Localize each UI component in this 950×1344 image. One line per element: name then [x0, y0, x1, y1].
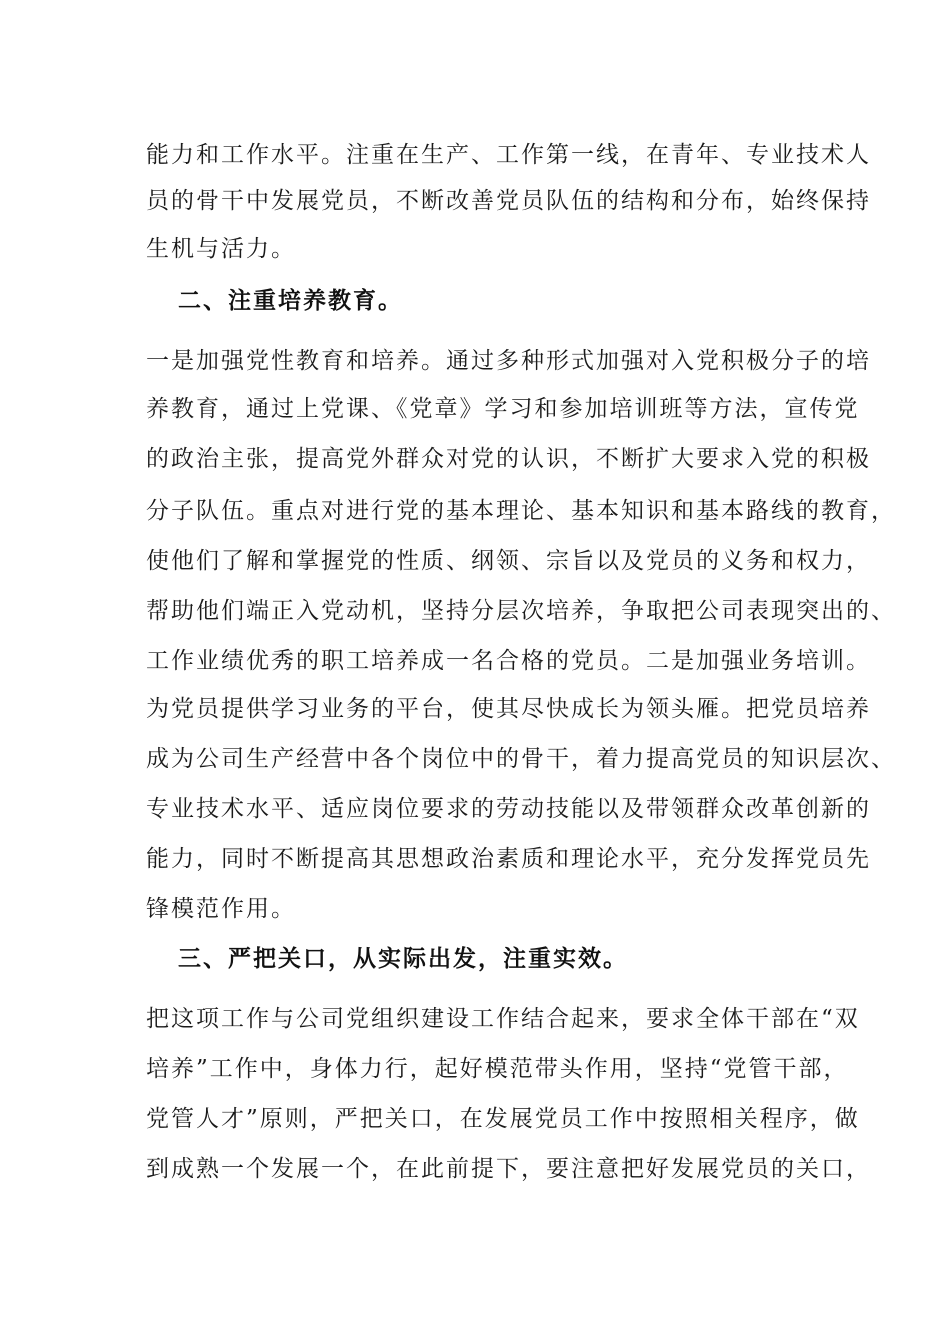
paragraph-line: 帮助他们端正入党动机，坚持分层次培养，争取把公司表现突出的、: [146, 598, 896, 624]
paragraph-line: 养教育，通过上党课、《党章》学习和参加培训班等方法，宣传党: [146, 396, 860, 422]
paragraph-line: 员的骨干中发展党员，不断改善党员队伍的结构和分布，始终保持: [146, 188, 871, 214]
paragraph-line: 能力，同时不断提高其思想政治素质和理论水平，充分发挥党员先: [146, 846, 871, 872]
paragraph-line: 的政治主张，提高党外群众对党的认识，不断扩大要求入党的积极: [146, 446, 871, 472]
section-heading: 三、严把关口，从实际出发，注重实效。: [178, 946, 628, 972]
paragraph-line: 工作业绩优秀的职工培养成一名合格的党员。二是加强业务培训。: [146, 648, 871, 674]
section-heading: 二、注重培养教育。: [178, 288, 403, 314]
paragraph-line: 一是加强党性教育和培养。通过多种形式加强对入党积极分子的培: [146, 348, 871, 374]
paragraph-line: 到成熟一个发展一个，在此前提下，要注意把好发展党员的关口，: [146, 1156, 871, 1182]
paragraph-line: 能力和工作水平。注重在生产、工作第一线，在青年、专业技术人: [146, 142, 871, 168]
paragraph-line: 锋模范作用。: [146, 896, 296, 922]
paragraph-line: 使他们了解和掌握党的性质、纲领、宗旨以及党员的义务和权力，: [146, 548, 871, 574]
paragraph-line: 生机与活力。: [146, 236, 296, 262]
paragraph-line: 分子队伍。重点对进行党的基本理论、基本知识和基本路线的教育，: [146, 498, 896, 524]
paragraph-line: 培养”工作中，身体力行，起好模范带头作用，坚持“党管干部，: [146, 1056, 849, 1082]
paragraph-line: 党管人才”原则，严把关口，在发展党员工作中按照相关程序，做: [146, 1106, 860, 1132]
paragraph-line: 为党员提供学习业务的平台，使其尽快成长为领头雁。把党员培养: [146, 696, 871, 722]
paragraph-line: 把这项工作与公司党组织建设工作结合起来，要求全体干部在“双: [146, 1006, 860, 1032]
paragraph-line: 成为公司生产经营中各个岗位中的骨干，着力提高党员的知识层次、: [146, 746, 896, 772]
paragraph-line: 专业技术水平、适应岗位要求的劳动技能以及带领群众改革创新的: [146, 796, 871, 822]
